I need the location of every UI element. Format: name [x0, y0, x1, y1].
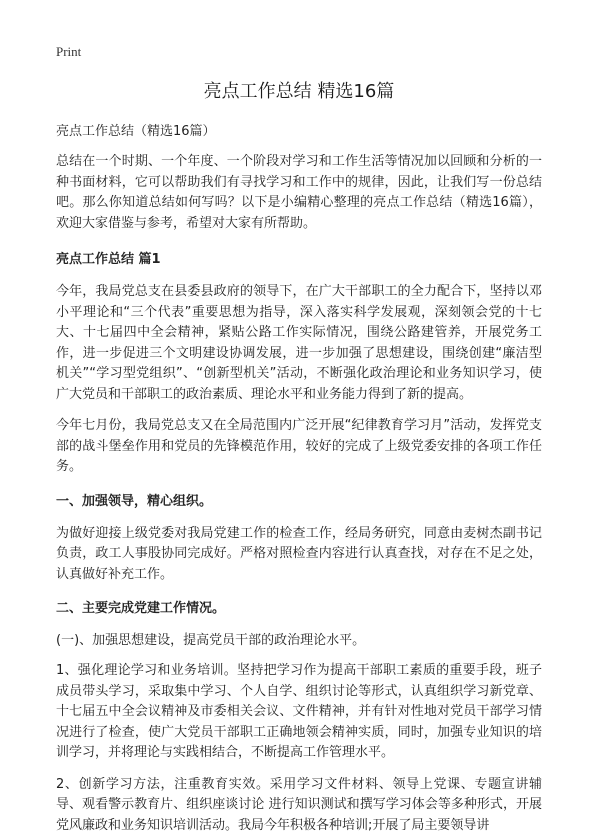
item-ideological-building: (一)、加强思想建设，提高党员干部的政治理论水平。: [56, 631, 542, 651]
paragraph-1: 今年，我局党总支在县委县政府的领导下，在广大干部职工的全力配合下，坚持以邓小平理论和“三个代表”重要思想为指导，深入落实科学发展观，深刻领会党的十七大、十七届四中全会精神，紧贴公路工作实际情况，围绕公路建管养，开展党务工作，进一步促进三个文明建设协调发展，进一步加强了思想建设，围绕创建“廉洁型机关”“学习型党组织”、“创新型机关”活动，不断强化政治理论和业务知识学习，使广大党员和干部职工的政治素质、理论水平和业务能力得到了新的提高。: [56, 282, 542, 405]
document-title: 亮点工作总结 精选16篇: [56, 80, 542, 104]
paragraph-2: 今年七月份，我局党总支又在全局范围内广泛开展“纪律教育学习月”活动，发挥党支部的战斗堡垒作用和党员的先锋模范作用，较好的完成了上级党委安排的各项工作任务。: [56, 416, 542, 478]
paragraph-3: 为做好迎接上级党委对我局党建工作的检查工作，经局务研究，同意由麦树杰副书记负责，政工人事股协同完成好。严格对照检查内容进行认真查找，对存在不足之处，认真做好补充工作。: [56, 524, 542, 586]
heading-party-work: 二、主要完成党建工作情况。: [56, 599, 542, 619]
intro-paragraph: 总结在一个时期、一个年度、一个阶段对学习和工作生活等情况加以回顾和分析的一种书面材料，它可以帮助我们有寻找学习和工作中的规律，因此，让我们写一份总结吧。那么你知道总结如何写吗？以下是小编精心整理的亮点工作总结（精选16篇），欢迎大家借鉴与参考，希望对大家有所帮助。: [56, 152, 542, 234]
paragraph-5: 2、创新学习方法，注重教育实效。采用学习文件材料、领导上党课、专题宣讲辅导、观看警示教育片、组织座谈讨论 进行知识测试和撰写学习体会等多种形式，开展党风廉政和业务知识培训活动。我局今年积极各种培训;开展了局主要领导讲: [56, 775, 542, 836]
paragraph-4: 1、强化理论学习和业务培训。坚持把学习作为提高干部职工素质的重要手段，班子成员带头学习，采取集中学习、个人自学、组织讨论等形式，认真组织学习新党章、十七届五中全会议精神及市委相关会议、文件精神，并有针对性地对党员干部学习情况进行了检查，使广大党员干部职工正确地领会精神实质，同时，加强专业知识的培训学习，并将理论与实践相结合，不断提高工作管理水平。: [56, 661, 542, 764]
print-label: Print: [56, 44, 542, 60]
section-heading-1: 亮点工作总结 篇1: [56, 250, 542, 270]
heading-strengthen-leadership: 一、加强领导，精心组织。: [56, 492, 542, 512]
document-subtitle: 亮点工作总结（精选16篇）: [56, 122, 542, 142]
